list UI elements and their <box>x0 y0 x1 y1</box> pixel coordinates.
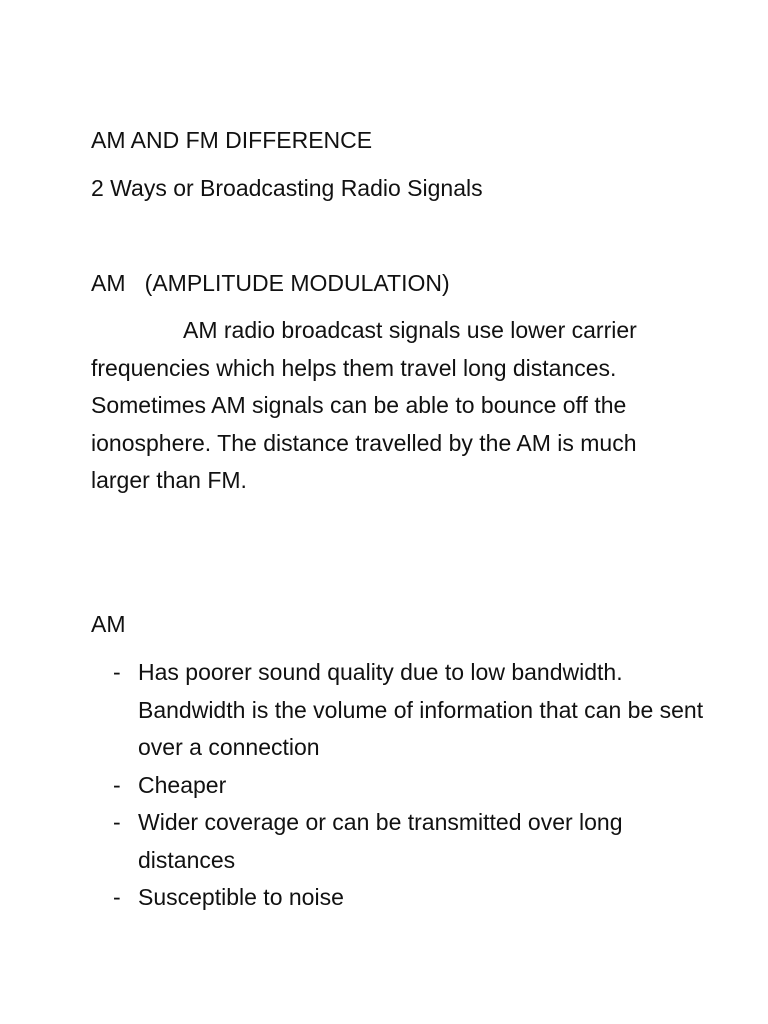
list-item-text: Cheaper <box>138 771 227 798</box>
list-item-text: Has poorer sound quality due to low bandwidth. Bandwidth is the volume of information that can be sent over a connection <box>138 659 704 760</box>
bullet-marker: - <box>113 884 121 910</box>
list-item-text: Susceptible to noise <box>138 884 344 910</box>
list-item <box>91 654 711 767</box>
am-description-paragraph <box>91 312 651 500</box>
bullet-marker: - <box>113 771 121 798</box>
list-item <box>91 767 711 805</box>
am-characteristics-list <box>91 654 711 917</box>
list-heading-am: AM <box>91 611 126 637</box>
am-description-text: AM radio broadcast signals use lower carrier frequencies which helps them travel long distances. Sometimes AM signals can be able to bounce off the ionosphere. The distance travelled by the AM is much larger than FM. <box>91 317 637 493</box>
list-item <box>91 804 711 879</box>
list-item <box>91 879 711 917</box>
bullet-marker: - <box>113 809 121 835</box>
list-item-text: Wider coverage or can be transmitted over long distances <box>138 809 623 873</box>
document-title: AM AND FM DIFFERENCE <box>91 127 373 153</box>
section-heading-am: AM (AMPLITUDE MODULATION) <box>91 270 450 296</box>
bullet-marker: - <box>113 659 121 685</box>
document-subtitle: 2 Ways or Broadcasting Radio Signals <box>91 175 483 201</box>
